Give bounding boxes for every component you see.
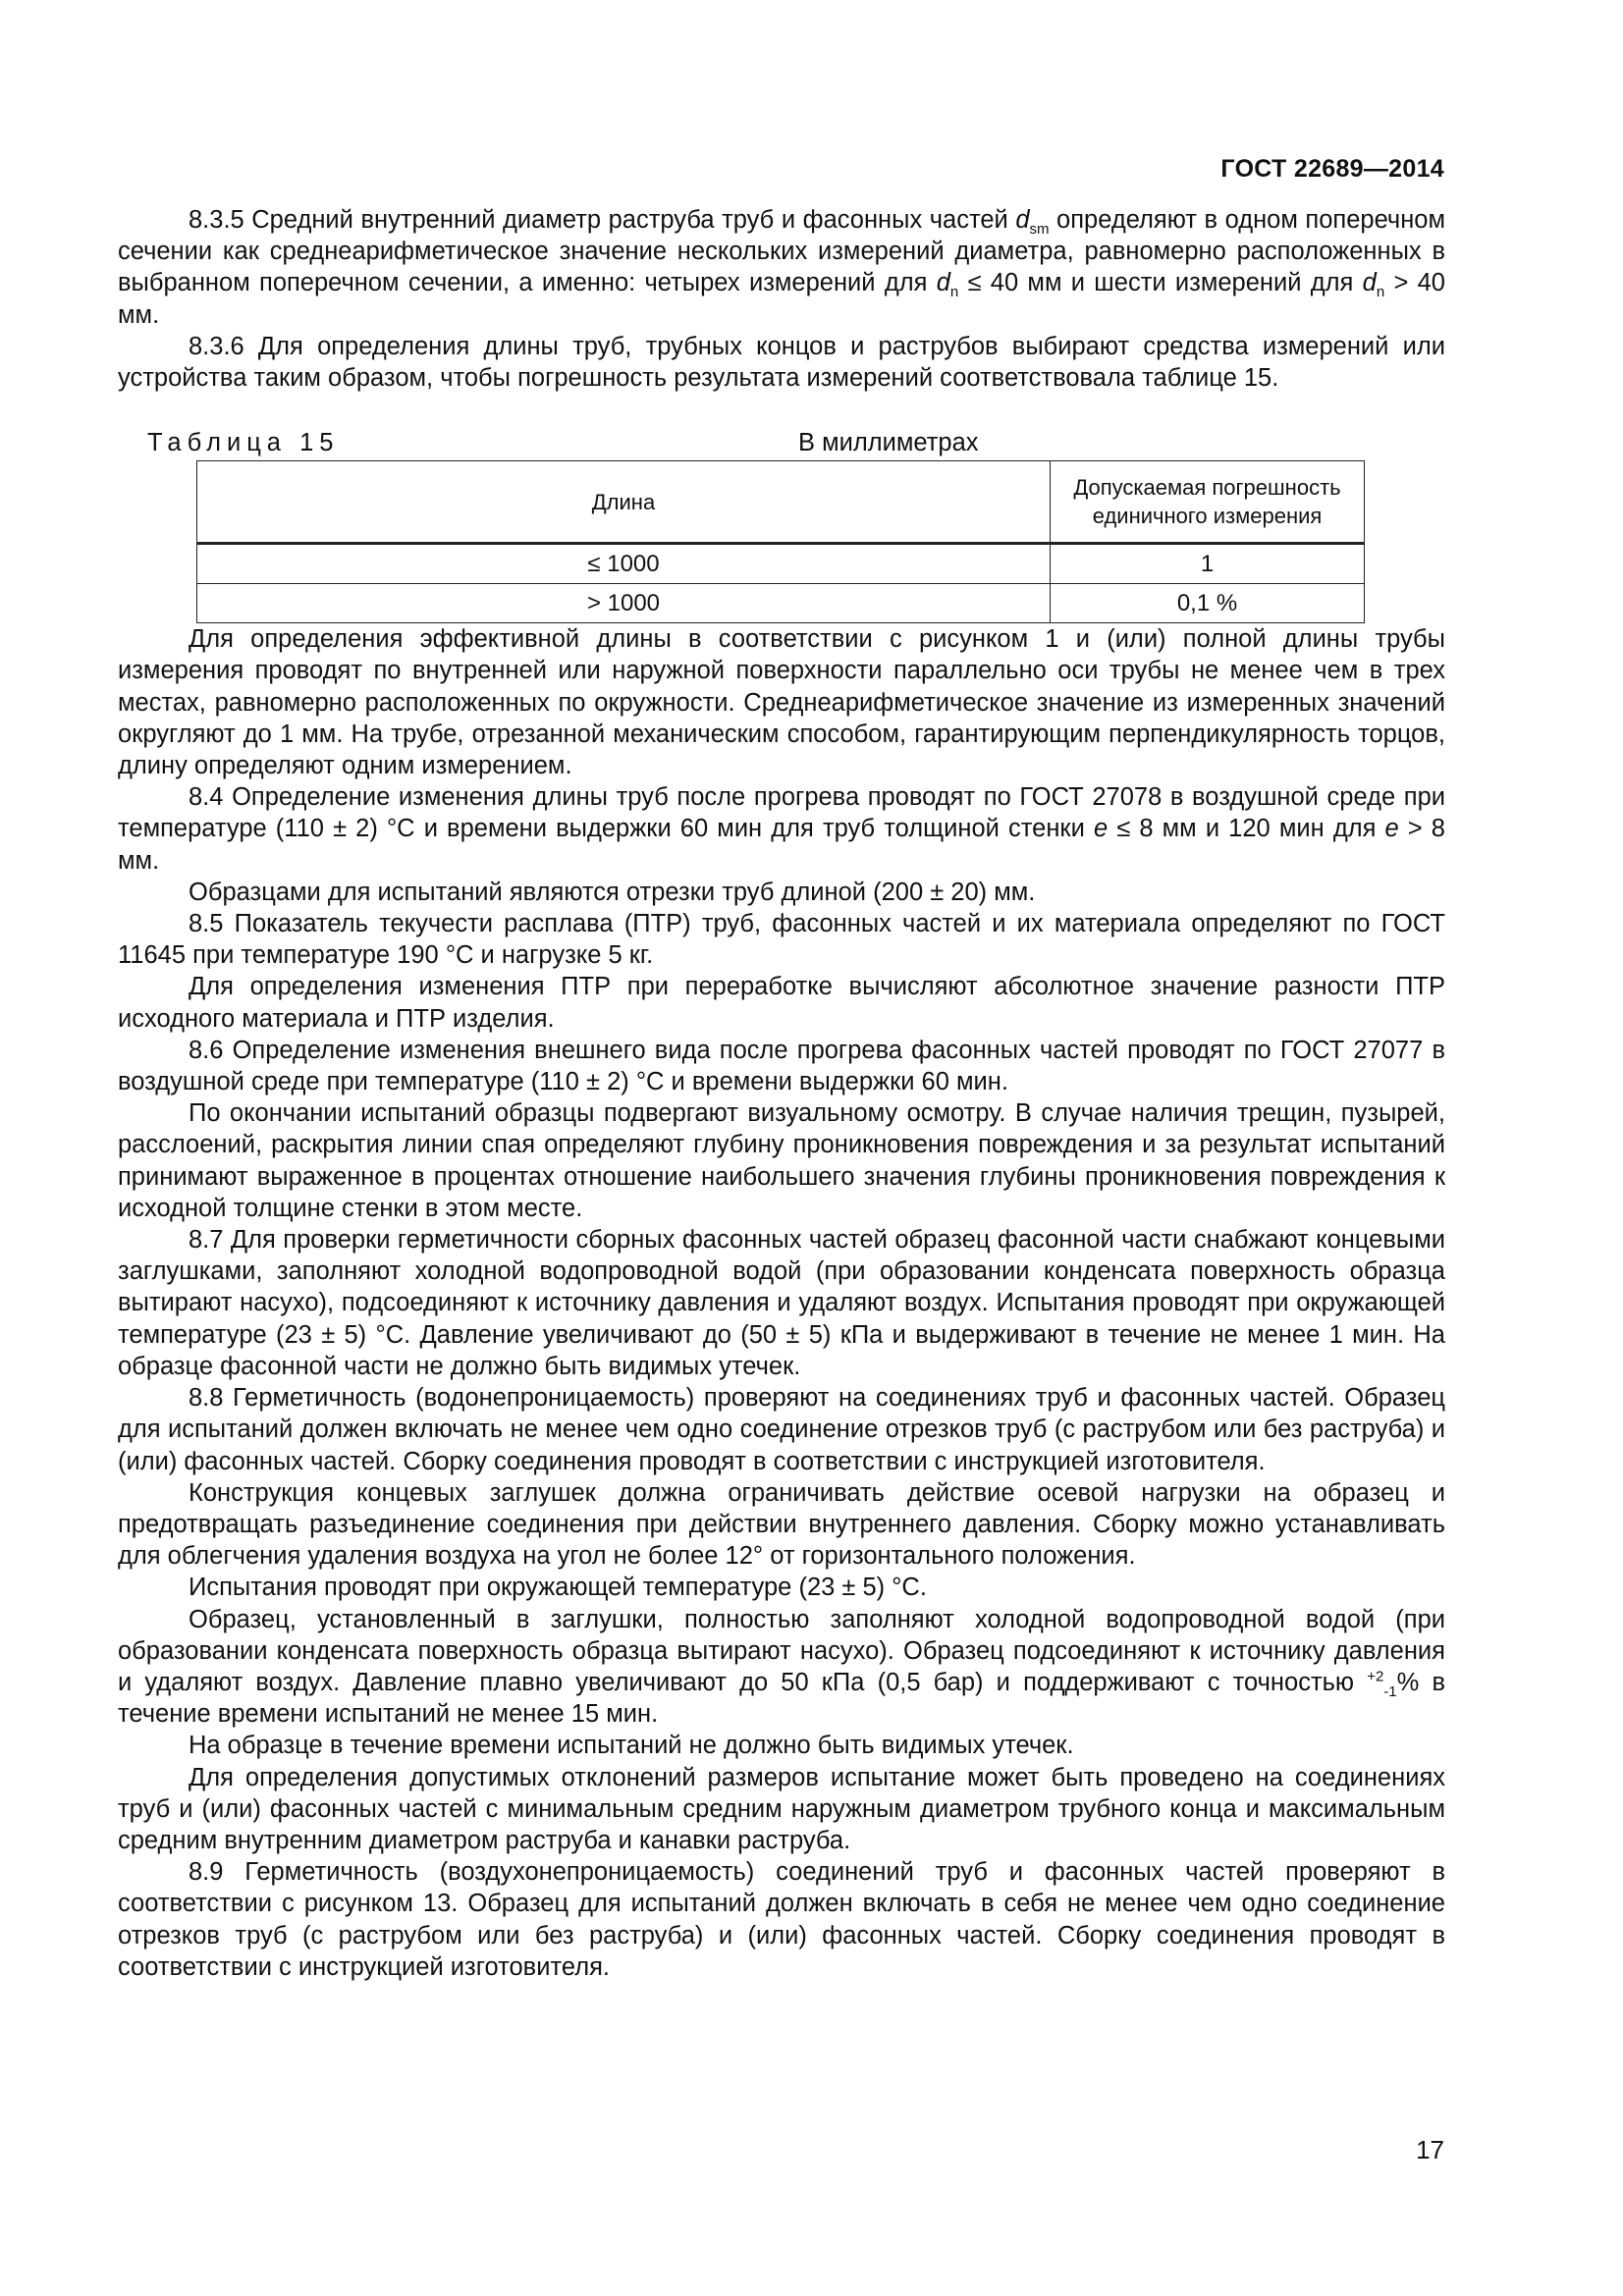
text-run: 8.4 Определение изменения длины труб после прогрева проводят по ГОСТ 27078 в воздушной среде при температуре (110 ± 2) °С и времени выдержки 60 мин для труб толщиной стенки <box>118 783 1445 843</box>
superscript-tolerance: +2 <box>1367 1668 1384 1685</box>
paragraph-8-6: 8.6 Определение изменения внешнего вида после прогрева фасонных частей проводят по ГОСТ 27077 в воздушной среде при температуре (110 ± 2) °С и времени выдержки 60 мин. <box>118 1036 1445 1096</box>
paragraph-8-8-procedure <box>118 1604 1445 1731</box>
symbol-d: d <box>1015 206 1030 234</box>
symbol-e: e <box>1384 815 1399 843</box>
subscript-sm: sm <box>1029 221 1050 239</box>
paragraph-8-8-temperature: Испытания проводят при окружающей температуре (23 ± 5) °С. <box>189 1574 927 1602</box>
paragraph-8-8-no-leaks: На образце в течение времени испытаний не должно быть видимых утечек. <box>189 1732 1074 1760</box>
document-code: ГОСТ 22689—2014 <box>1220 155 1444 183</box>
paragraph-8-6-inspection: По окончании испытаний образцы подвергают визуальному осмотру. В случае наличия трещин, пузырей, расслоений, раскрытия линии спая определяют глубину проникновения повреждения и за результат испытаний принимают выраженное в процентах отношение наибольшего значения глубины проникновения повреждения к исходной толщине стенки в этом месте. <box>118 1099 1445 1222</box>
subscript-n: n <box>949 284 959 301</box>
text-run: > 40 мм. <box>118 269 1445 329</box>
symbol-d: d <box>936 269 950 297</box>
paragraph-8-4-samples: Образцами для испытаний являются отрезки труб длиной (200 ± 20) мм. <box>189 878 1036 906</box>
table-caption <box>118 427 1445 460</box>
table-header-tolerance: Допускаемая погрешность единичного измерения <box>1051 461 1365 544</box>
text-run: определяют в одном поперечном сечении как среднеарифметическое значение нескольких измерений диаметра, равномерно расположенных в выбранном поперечном сечении, а именно: четырех измерений для <box>118 206 1445 297</box>
table-cell-tolerance: 0,1 % <box>1051 584 1365 623</box>
paragraph-8-8: 8.8 Герметичность (водонепроницаемость) проверяют на соединениях труб и фасонных частей. Образец для испытаний должен включать не менее чем одно соединение отрезков труб (с раструбом или без раструба) и (или) фасонных частей. Сборку соединения проводят в соответствии с инструкцией изготовителя. <box>118 1384 1445 1475</box>
table-units: В миллиметрах <box>798 429 979 457</box>
text-run: Образец, установленный в заглушки, полностью заполняют холодной водопроводной водой (при образовании конденсата поверхность образца вытирают насухо). Образец подсоединяют к источнику давления и удаляют воздух. Давление плавно увеличивают до 50 кПа (0,5 бар) и поддерживают с точностью <box>118 1605 1445 1696</box>
paragraph-8-9: 8.9 Герметичность (воздухонепроницаемость) соединений труб и фасонных частей проверяют в соответствии с рисунком 13. Образец для испытаний должен включать в себя не менее чем одно соединение отрезков труб (с раструбом или без раструба) и (или) фасонных частей. Сборку соединения проводят в соответствии с инструкцией изготовителя. <box>118 1858 1445 1981</box>
table-cell-length: ≤ 1000 <box>197 544 1051 584</box>
page-number: 17 <box>1416 2135 1444 2164</box>
subscript-n: n <box>1376 284 1385 301</box>
table-header-row <box>197 461 1365 544</box>
paragraph-8-8-end-caps: Конструкция концевых заглушек должна ограничивать действие осевой нагрузки на образец и предотвращать разъединение соединения при действии внутреннего давления. Сборку можно устанавливать для облегчения удаления воздуха на угол не более 12° от горизонтального положения. <box>118 1478 1445 1571</box>
table-cell-length: > 1000 <box>197 584 1051 623</box>
symbol-d: d <box>1362 269 1377 297</box>
table-row <box>197 584 1365 623</box>
paragraph-8-5-mfr-change: Для определения изменения ПТР при переработке вычисляют абсолютное значение разности ПТР исходного материала и ПТР изделия. <box>118 973 1445 1033</box>
symbol-e: e <box>1093 815 1109 843</box>
paragraph-8-8-tolerances: Для определения допустимых отклонений размеров испытание может быть проведено на соединениях труб и (или) фасонных частей с минимальным средним наружным диаметром трубного конца и максимальным средним внутренним диаметром раструба и канавки раструба. <box>118 1763 1445 1854</box>
table-header-length: Длина <box>197 461 1051 544</box>
paragraph-effective-length: Для определения эффективной длины в соответствии с рисунком 1 и (или) полной длины трубы измерения проводят по внутренней или наружной поверхности параллельно оси трубы не менее чем в трех местах, равномерно расположенных по окружности. Среднеарифметическое значение из измеренных значений округляют до 1 мм. На трубе, отрезанной механическим способом, гарантирующим перпендикулярность торцов, длину определяют одним измерением. <box>118 625 1445 780</box>
text-run: ≤ 8 мм и 120 мин для <box>1108 815 1385 843</box>
paragraph-8-4 <box>118 781 1445 877</box>
paragraph-8-3-5 <box>118 204 1445 331</box>
table-title: Таблица 15 <box>147 429 340 457</box>
table-row <box>197 544 1365 584</box>
table-15 <box>196 460 1365 623</box>
text-run: 8.3.5 Средний внутренний диаметр раструба труб и фасонных частей <box>189 206 1016 234</box>
paragraph-8-7: 8.7 Для проверки герметичности сборных фасонных частей образец фасонной части снабжают концевыми заглушками, заполняют холодной водопроводной водой (при образовании конденсата поверхность образца вытирают насухо), подсоединяют к источнику давления и удаляют воздух. Испытания проводят при окружающей температуре (23 ± 5) °С. Давление увеличивают до (50 ± 5) кПа и выдерживают в течение не менее 1 мин. На образце фасонной части не должно быть видимых утечек. <box>118 1226 1445 1380</box>
subscript-tolerance: -1 <box>1383 1683 1397 1701</box>
document-body <box>118 204 1445 1983</box>
paragraph-8-5: 8.5 Показатель текучести расплава (ПТР) труб, фасонных частей и их материала определяют по ГОСТ 11645 при температуре 190 °С и нагрузке 5 кг. <box>118 910 1445 970</box>
text-run: > 8 мм. <box>118 815 1445 875</box>
paragraph-8-3-6: 8.3.6 Для определения длины труб, трубных концов и раструбов выбирают средства измерений или устройства таким образом, чтобы погрешность результата измерений соответствовала таблице 15. <box>118 332 1445 393</box>
text-run: % в течение времени испытаний не менее 15 мин. <box>118 1668 1446 1729</box>
table-cell-tolerance: 1 <box>1051 544 1365 584</box>
text-run: ≤ 40 мм и шести измерений для <box>958 269 1363 297</box>
